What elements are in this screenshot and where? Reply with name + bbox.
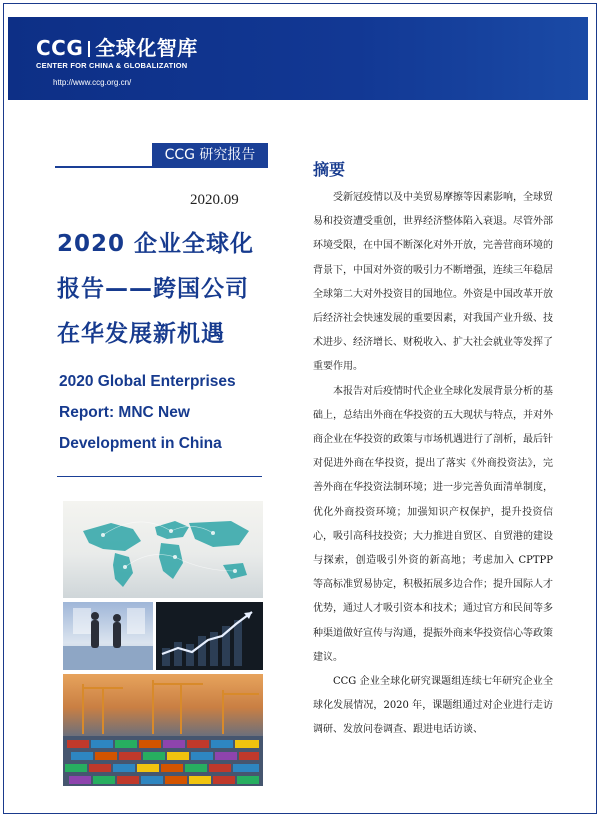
abstract-heading: 摘要: [313, 160, 346, 179]
chinese-title: [57, 222, 297, 357]
website-url: http://www.ccg.org.cn/: [53, 78, 132, 87]
growth-chart-image: [156, 602, 263, 670]
abstract-paragraph: CCG 企业全球化研究课题组连续七年研究企业全球化发展情况，2020 年，课题组通过对企业进行走访调研、发放问卷调查、跟进电话访谈、: [313, 676, 553, 736]
english-title-line: Development in China: [59, 435, 222, 452]
logo-divider: [88, 41, 90, 57]
container-port-image: [63, 674, 263, 786]
tag-underline: [55, 166, 268, 168]
chinese-title-line: 报告——跨国公司: [57, 276, 249, 302]
english-title-line: Report: MNC New: [59, 404, 190, 421]
english-title-line: 2020 Global Enterprises: [59, 373, 236, 390]
logo-english-name: CENTER FOR CHINA & GLOBALIZATION: [36, 61, 188, 70]
english-title: [59, 366, 299, 459]
logo-acronym: CCG: [36, 36, 84, 60]
abstract-body: [313, 186, 553, 743]
report-date: 2020.09: [190, 192, 239, 208]
logo-chinese-name: 全球化智库: [95, 36, 198, 60]
world-map-image: [63, 501, 263, 598]
abstract-paragraph: 本报告对后疫情时代企业全球化发展背景分析的基础上，总结出外商在华投资的五大现状与特点，并对外商企业在华投资的政策与市场机遇进行了剖析，最后针对促进外商在华投资，提出了落实《外商投资法》，完善外商在华投资法制环境；进一步完善负面清单制度，优化外商投资环境；加强知识产权保护，提升投资信心，吸引高科技投资；大力推进自贸区、自贸港的建设与探索，创造吸引外资的新高地；考虑加入 CPTPP 等高标准贸易协定，积极拓展多边合作；提升国际人才优势，通过人才吸引资本和技术；通过官方和民间等多种渠道做好宣传与沟通，提振外商来华投资信心等政策建议。: [313, 385, 553, 663]
report-tag: CCG 研究报告: [152, 143, 268, 167]
business-meeting-image: [63, 602, 153, 670]
title-divider: [57, 476, 262, 477]
chinese-title-line: 在华发展新机遇: [57, 321, 225, 347]
chinese-title-line: 2020 企业全球化: [57, 231, 255, 257]
ccg-logo: [36, 38, 198, 70]
abstract-paragraph: 受新冠疫情以及中美贸易摩擦等因素影响，全球贸易和投资遭受重创，世界经济整体陷入衰退。尽管外部环境受限，在中国不断深化对外开放，完善营商环境的背景下，中国对外资的吸引力不断增强，连续三年稳居全球第二大对外投资目的国地位。外资是中国改革开放后经济社会快速发展的重要因素，对我国产业升级、技术进步、经济增长、财税收入、扩大社会就业等发挥了重要作用。: [313, 192, 553, 373]
